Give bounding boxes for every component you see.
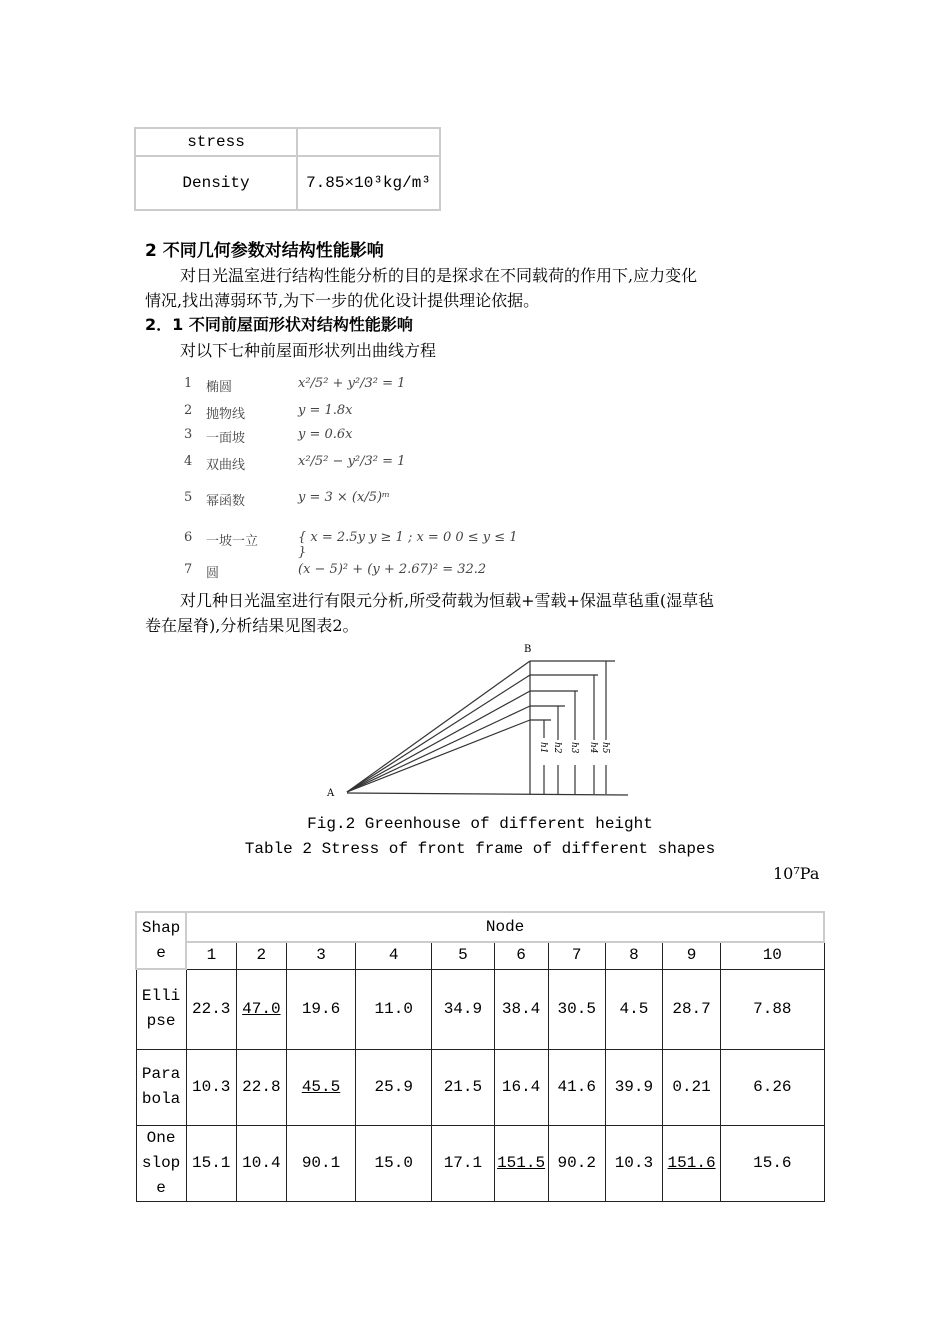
stress-value bbox=[721, 969, 824, 1049]
stress-value bbox=[286, 969, 355, 1049]
node-number: 6 bbox=[494, 942, 548, 969]
stress-value bbox=[662, 1125, 720, 1201]
item-number: 1 bbox=[184, 376, 193, 391]
value-text: 10.3 bbox=[192, 1077, 231, 1096]
item-number: 6 bbox=[184, 530, 193, 545]
value-text: 22.3 bbox=[192, 999, 231, 1018]
equation: x²/5² − y²/3² = 1 bbox=[298, 454, 406, 469]
stress-value bbox=[432, 1125, 494, 1201]
point-b-label: B bbox=[524, 644, 532, 655]
value-text: 28.7 bbox=[672, 999, 711, 1018]
height-label: h3 bbox=[569, 742, 579, 754]
shape-name: 幂函数 bbox=[206, 494, 246, 509]
cell: 7.85×10³kg/m³ bbox=[297, 156, 440, 210]
value-text: 41.6 bbox=[557, 1077, 596, 1096]
item-number: 5 bbox=[184, 490, 193, 505]
equation: { x = 2.5y y ≥ 1 ; x = 0 0 ≤ y ≤ 1 } bbox=[298, 530, 518, 560]
item-number: 2 bbox=[184, 403, 193, 418]
stress-value bbox=[494, 969, 548, 1049]
value-text: 34.9 bbox=[443, 999, 483, 1018]
stress-value bbox=[548, 1125, 605, 1201]
value-text: 15.0 bbox=[374, 1153, 413, 1172]
shape-cell: Ellipse bbox=[136, 969, 186, 1049]
stress-value bbox=[356, 1125, 432, 1201]
item-number: 3 bbox=[184, 427, 193, 442]
value-text: 25.9 bbox=[374, 1077, 413, 1096]
shape-name: 圆 bbox=[206, 566, 220, 581]
value-text: 15.6 bbox=[753, 1153, 792, 1172]
shape-cell: One slope bbox=[136, 1125, 186, 1201]
value-text: 151.5 bbox=[497, 1153, 546, 1172]
value-text: 21.5 bbox=[443, 1077, 483, 1096]
paragraph-line: 卷在屋脊),分析结果见图表2。 bbox=[145, 616, 359, 635]
stress-value bbox=[432, 969, 494, 1049]
shape-header: Shape bbox=[136, 912, 186, 969]
section-heading: 2 不同几何参数对结构性能影响 bbox=[145, 241, 384, 261]
point-a-label: A bbox=[327, 788, 335, 799]
node-number: 7 bbox=[548, 942, 605, 969]
value-text: 15.1 bbox=[192, 1153, 231, 1172]
paragraph-line: 对几种日光温室进行有限元分析,所受荷载为恒载+雪载+保温草毡重(湿草毡 bbox=[180, 591, 715, 610]
value-text: 151.6 bbox=[667, 1153, 716, 1172]
stress-value bbox=[662, 1049, 720, 1125]
value-text: 4.5 bbox=[619, 999, 649, 1018]
shape-name: 一坡一立 bbox=[206, 534, 259, 549]
stress-value bbox=[605, 1125, 662, 1201]
stress-value bbox=[236, 969, 286, 1049]
item-number: 4 bbox=[184, 454, 193, 469]
shape-cell: Parabola bbox=[136, 1049, 186, 1125]
height-label: h1 bbox=[538, 742, 548, 754]
shape-name: 抛物线 bbox=[206, 407, 246, 422]
value-text: 19.6 bbox=[301, 999, 341, 1018]
shape-name: 椭圆 bbox=[206, 380, 233, 395]
shape-name: 一面坡 bbox=[206, 431, 246, 446]
height-label: h4 bbox=[588, 742, 598, 754]
stress-value bbox=[605, 1049, 662, 1125]
node-number: 3 bbox=[286, 942, 355, 969]
stress-value bbox=[186, 1049, 236, 1125]
height-label: h5 bbox=[600, 742, 610, 754]
node-header: Node bbox=[186, 912, 824, 942]
stress-value bbox=[494, 1049, 548, 1125]
table-row bbox=[136, 969, 824, 1049]
stress-table bbox=[135, 911, 825, 1202]
value-text: 0.21 bbox=[672, 1077, 711, 1096]
node-number: 9 bbox=[662, 942, 720, 969]
value-text: 22.8 bbox=[242, 1077, 281, 1096]
value-text: 30.5 bbox=[557, 999, 596, 1018]
height-label: h2 bbox=[552, 742, 562, 754]
stress-value bbox=[236, 1049, 286, 1125]
paragraph-line: 对以下七种前屋面形状列出曲线方程 bbox=[180, 341, 437, 360]
equation: (x − 5)² + (y + 2.67)² = 32.2 bbox=[298, 562, 487, 577]
stress-value bbox=[186, 969, 236, 1049]
item-number: 7 bbox=[184, 562, 193, 577]
value-text: 10.4 bbox=[242, 1153, 281, 1172]
table-row bbox=[136, 1049, 824, 1125]
node-number: 10 bbox=[721, 942, 824, 969]
value-text: 45.5 bbox=[301, 1077, 341, 1096]
node-number: 8 bbox=[605, 942, 662, 969]
stress-value bbox=[356, 969, 432, 1049]
node-number: 2 bbox=[236, 942, 286, 969]
figure-caption: Fig.2 Greenhouse of different height bbox=[307, 815, 653, 833]
value-text: 10.3 bbox=[614, 1153, 654, 1172]
value-text: 38.4 bbox=[501, 999, 541, 1018]
stress-value bbox=[286, 1125, 355, 1201]
stress-value bbox=[236, 1125, 286, 1201]
equation: y = 0.6x bbox=[298, 427, 353, 442]
equation: x²/5² + y²/3² = 1 bbox=[298, 376, 406, 391]
node-number: 5 bbox=[432, 942, 494, 969]
unit-label: 10⁷Pa bbox=[773, 864, 820, 883]
stress-value bbox=[721, 1125, 824, 1201]
subsection-heading: 2．1 不同前屋面形状对结构性能影响 bbox=[145, 315, 413, 334]
table-row bbox=[136, 1125, 824, 1201]
table-caption: Table 2 Stress of front frame of different shapes bbox=[244, 840, 716, 858]
value-text: 90.1 bbox=[301, 1153, 341, 1172]
stress-value bbox=[432, 1049, 494, 1125]
stress-value bbox=[605, 969, 662, 1049]
value-text: 17.1 bbox=[443, 1153, 483, 1172]
value-text: 47.0 bbox=[242, 999, 281, 1018]
value-text: 7.88 bbox=[753, 999, 792, 1018]
stress-value bbox=[356, 1049, 432, 1125]
stress-value bbox=[548, 1049, 605, 1125]
equation: y = 1.8x bbox=[298, 403, 353, 418]
node-number: 4 bbox=[356, 942, 432, 969]
stress-value bbox=[548, 969, 605, 1049]
paragraph-line: 对日光温室进行结构性能分析的目的是探求在不同载荷的作用下,应力变化 bbox=[180, 266, 698, 285]
stress-value bbox=[286, 1049, 355, 1125]
paragraph-line: 情况,找出薄弱环节,为下一步的优化设计提供理论依据。 bbox=[145, 291, 540, 310]
stress-value bbox=[662, 969, 720, 1049]
cell: Density bbox=[135, 156, 297, 210]
shape-name: 双曲线 bbox=[206, 458, 246, 473]
value-text: 6.26 bbox=[753, 1077, 792, 1096]
stress-value bbox=[721, 1049, 824, 1125]
equation: y = 3 × (x/5)ᵐ bbox=[298, 490, 391, 505]
stress-value bbox=[186, 1125, 236, 1201]
node-number: 1 bbox=[186, 942, 236, 969]
stress-value bbox=[494, 1125, 548, 1201]
value-text: 90.2 bbox=[557, 1153, 596, 1172]
value-text: 16.4 bbox=[501, 1077, 541, 1096]
cell: stress bbox=[135, 128, 297, 156]
value-text: 39.9 bbox=[614, 1077, 654, 1096]
value-text: 11.0 bbox=[374, 999, 413, 1018]
